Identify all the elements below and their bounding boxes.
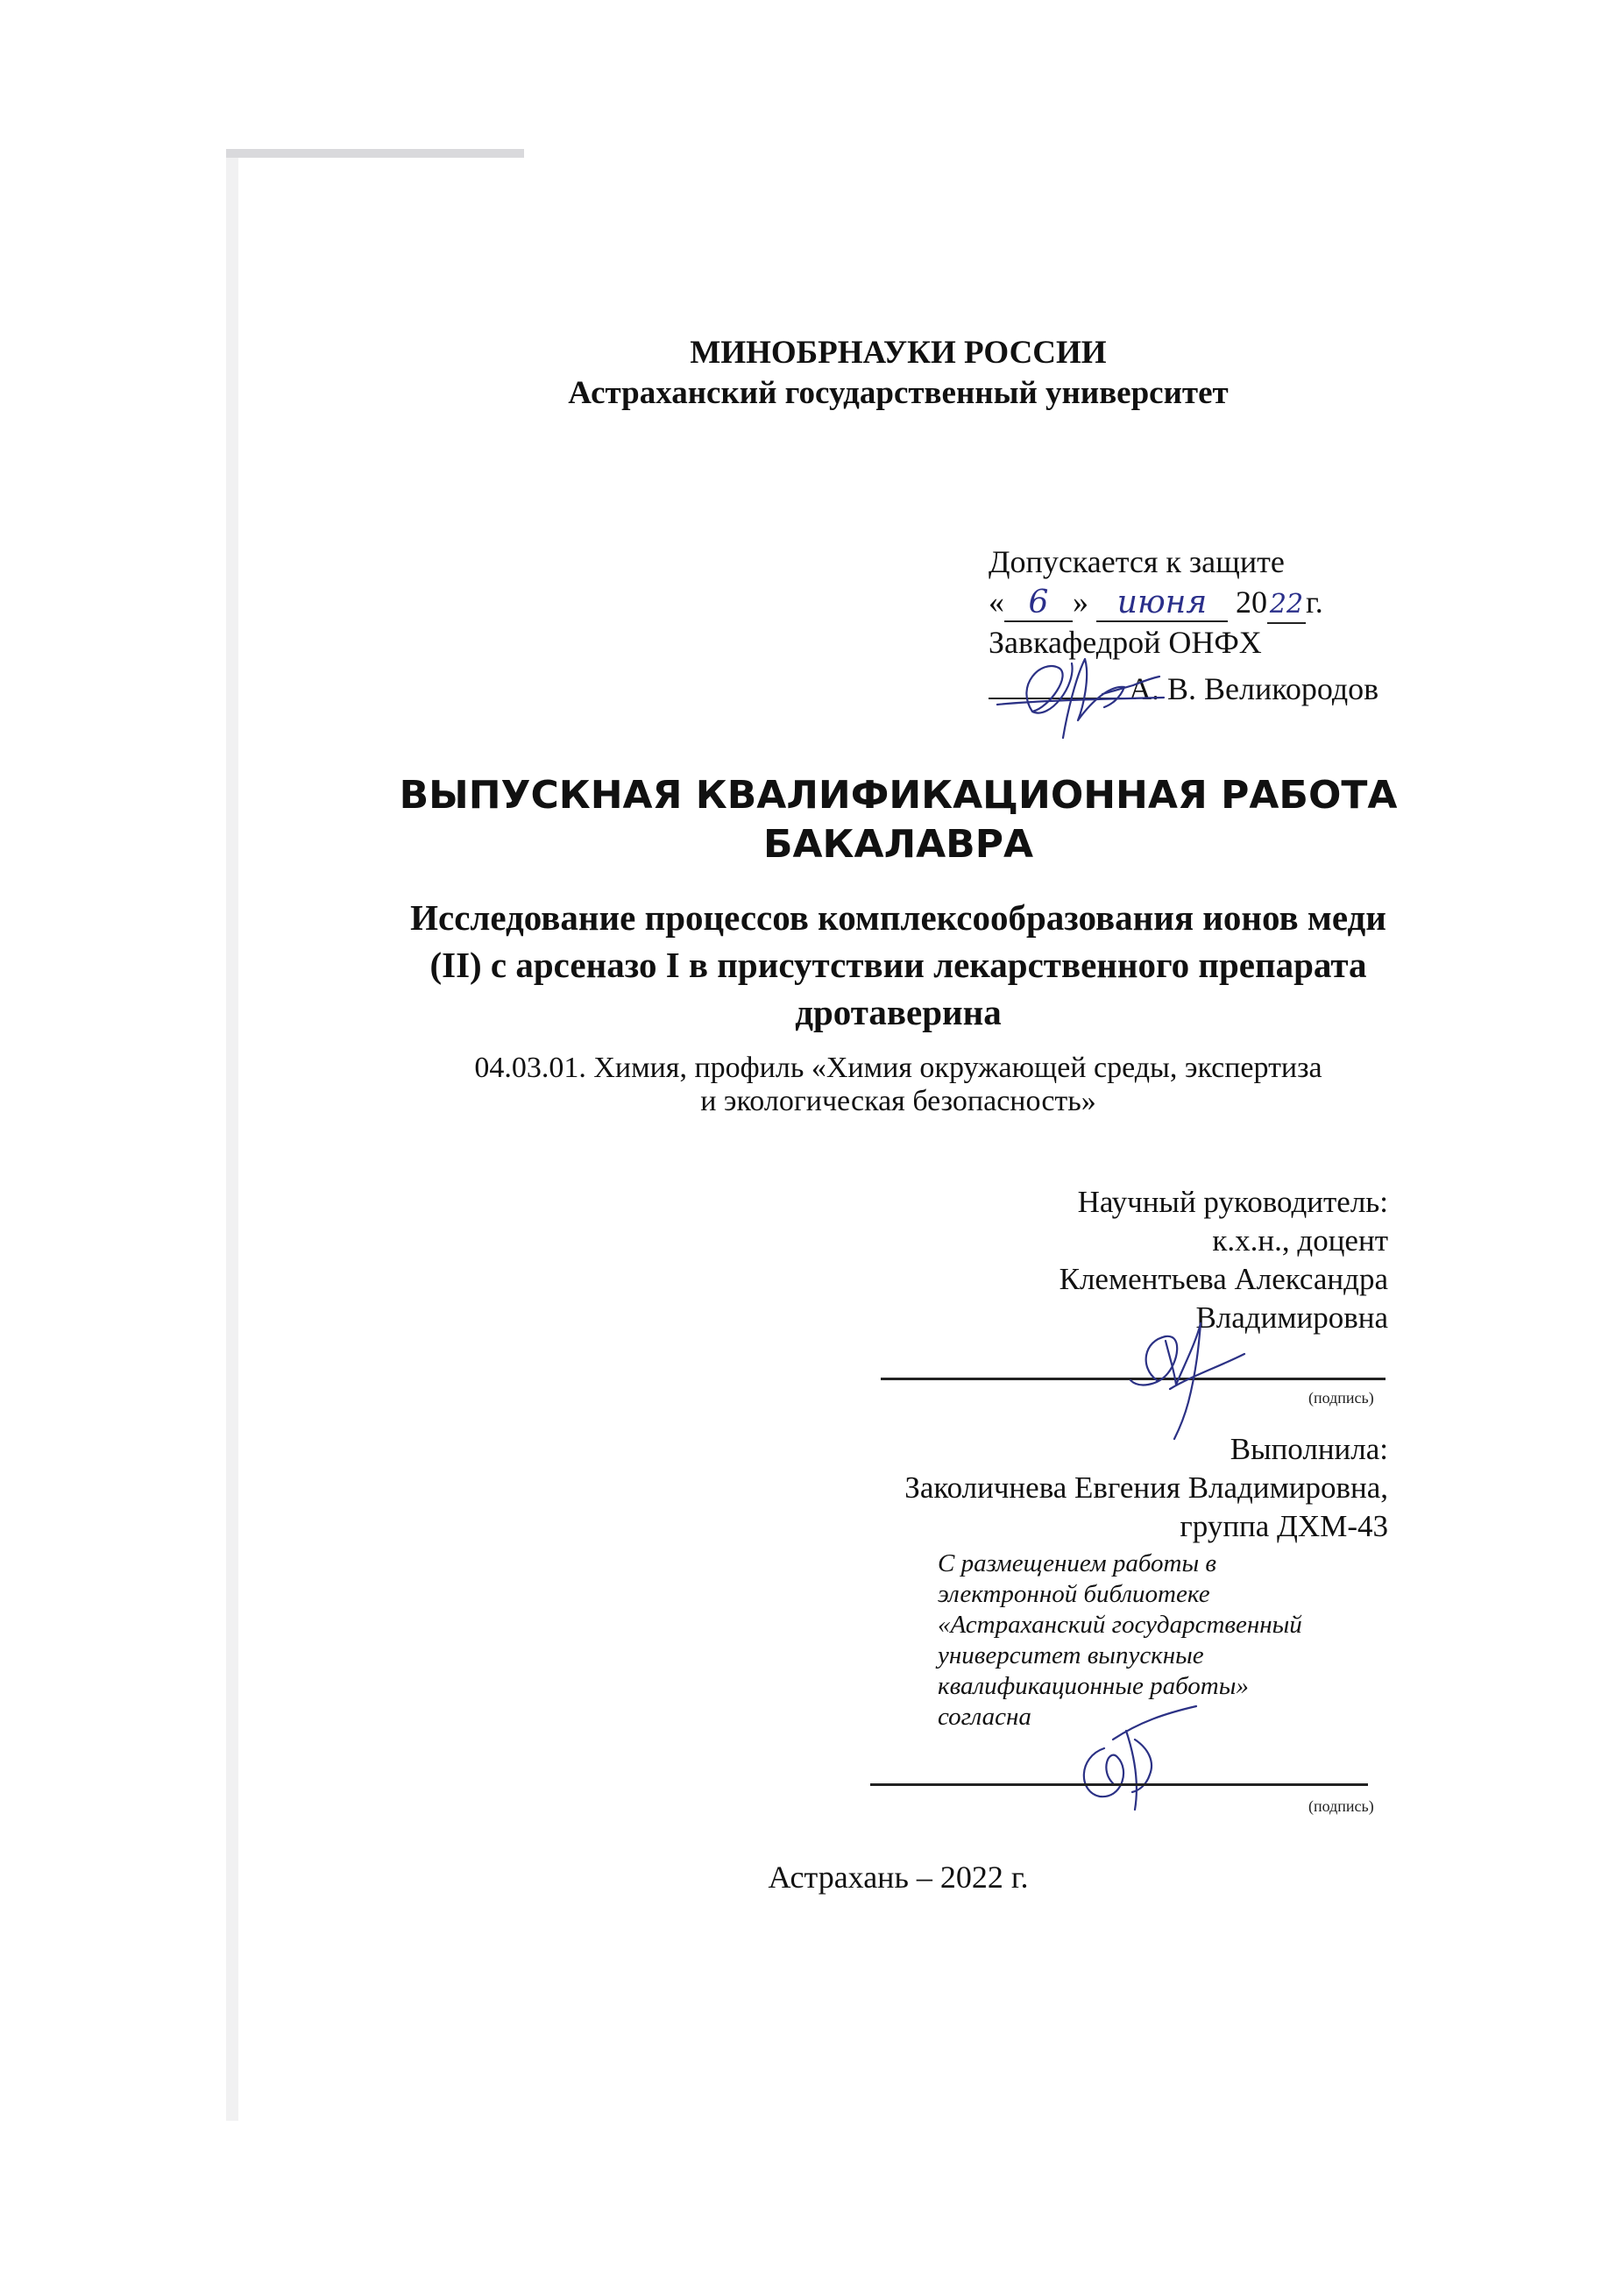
consent-line5: квалификационные работы» [938,1672,1249,1700]
profile-line1: 04.03.01. Химия, профиль «Химия окружающей среды, экспертиза [474,1052,1322,1084]
date-month-field [1096,585,1228,622]
consent-line3: «Астраханский государственный [938,1611,1302,1639]
performer-signature-caption: (подпись) [1308,1797,1374,1815]
consent-line2: электронной библиотеке [938,1580,1210,1608]
performer-label: Выполнила: [1230,1432,1388,1466]
performer-group: группа ДХМ-43 [1180,1509,1388,1543]
head-of-department-label: Завкафедрой ОНФХ [989,625,1262,660]
study-profile [289,1052,1507,1118]
consent-line6: согласна [938,1703,1031,1731]
date-month-handwritten: июня [1116,585,1208,620]
supervisor-degree: к.х.н., доцент [1212,1223,1388,1258]
head-signature-image [980,624,1190,755]
city-year: Астрахань – 2022 г. [768,1860,1029,1895]
performer-signature-line [870,1783,1368,1786]
performer-name: Заколичнева Евгения Владимировна, [904,1470,1388,1505]
year-prefix: 20 [1236,585,1267,620]
admission-line: Допускается к защите [989,544,1285,579]
year-unit: г. [1306,585,1323,620]
work-title [228,771,1569,869]
consent-line1: С размещением работы в [938,1549,1216,1577]
consent-line4: университет выпускные [938,1641,1204,1669]
year-suffix-handwritten: 22 [1269,589,1304,620]
work-title-line1: ВЫПУСКНАЯ КВАЛИФИКАЦИОННАЯ РАБОТА [399,773,1398,818]
date-day-field [1004,585,1073,622]
close-quote: » [1073,585,1088,620]
head-of-department-name: А. В. Великородов [1129,671,1379,706]
supervisor-signature-caption: (подпись) [1308,1389,1374,1407]
topic-line2: (II) с арсеназо I в присутствии лекарственного препарата [429,945,1367,985]
supervisor-name-line2: Владимировна [1195,1300,1388,1335]
topic-line3: дротаверина [795,992,1002,1032]
university-name: Астраханский государственный университет [568,375,1229,411]
date-day-handwritten: 6 [1028,585,1049,620]
supervisor-signature-image [1104,1306,1279,1446]
profile-line2: и экологическая безопасность» [700,1085,1096,1117]
scan-top-edge [226,149,524,158]
work-title-line2: БАКАЛАВРА [762,822,1034,867]
supervisor-label: Научный руководитель: [1077,1185,1388,1219]
admission-date [989,582,1558,622]
scan-edge-shadow [226,149,238,2121]
ministry-name: МИНОБРНАУКИ РОССИИ [690,335,1107,371]
performer-block [841,1430,1388,1546]
open-quote: « [989,585,1004,620]
header [228,333,1569,414]
performer-signature-image [1052,1687,1209,1827]
year-suffix-field [1267,585,1306,624]
research-topic [228,894,1569,1036]
topic-line1: Исследование процессов комплексообразования ионов меди [410,897,1386,938]
supervisor-name-line1: Клементьева Александра [1059,1262,1388,1296]
